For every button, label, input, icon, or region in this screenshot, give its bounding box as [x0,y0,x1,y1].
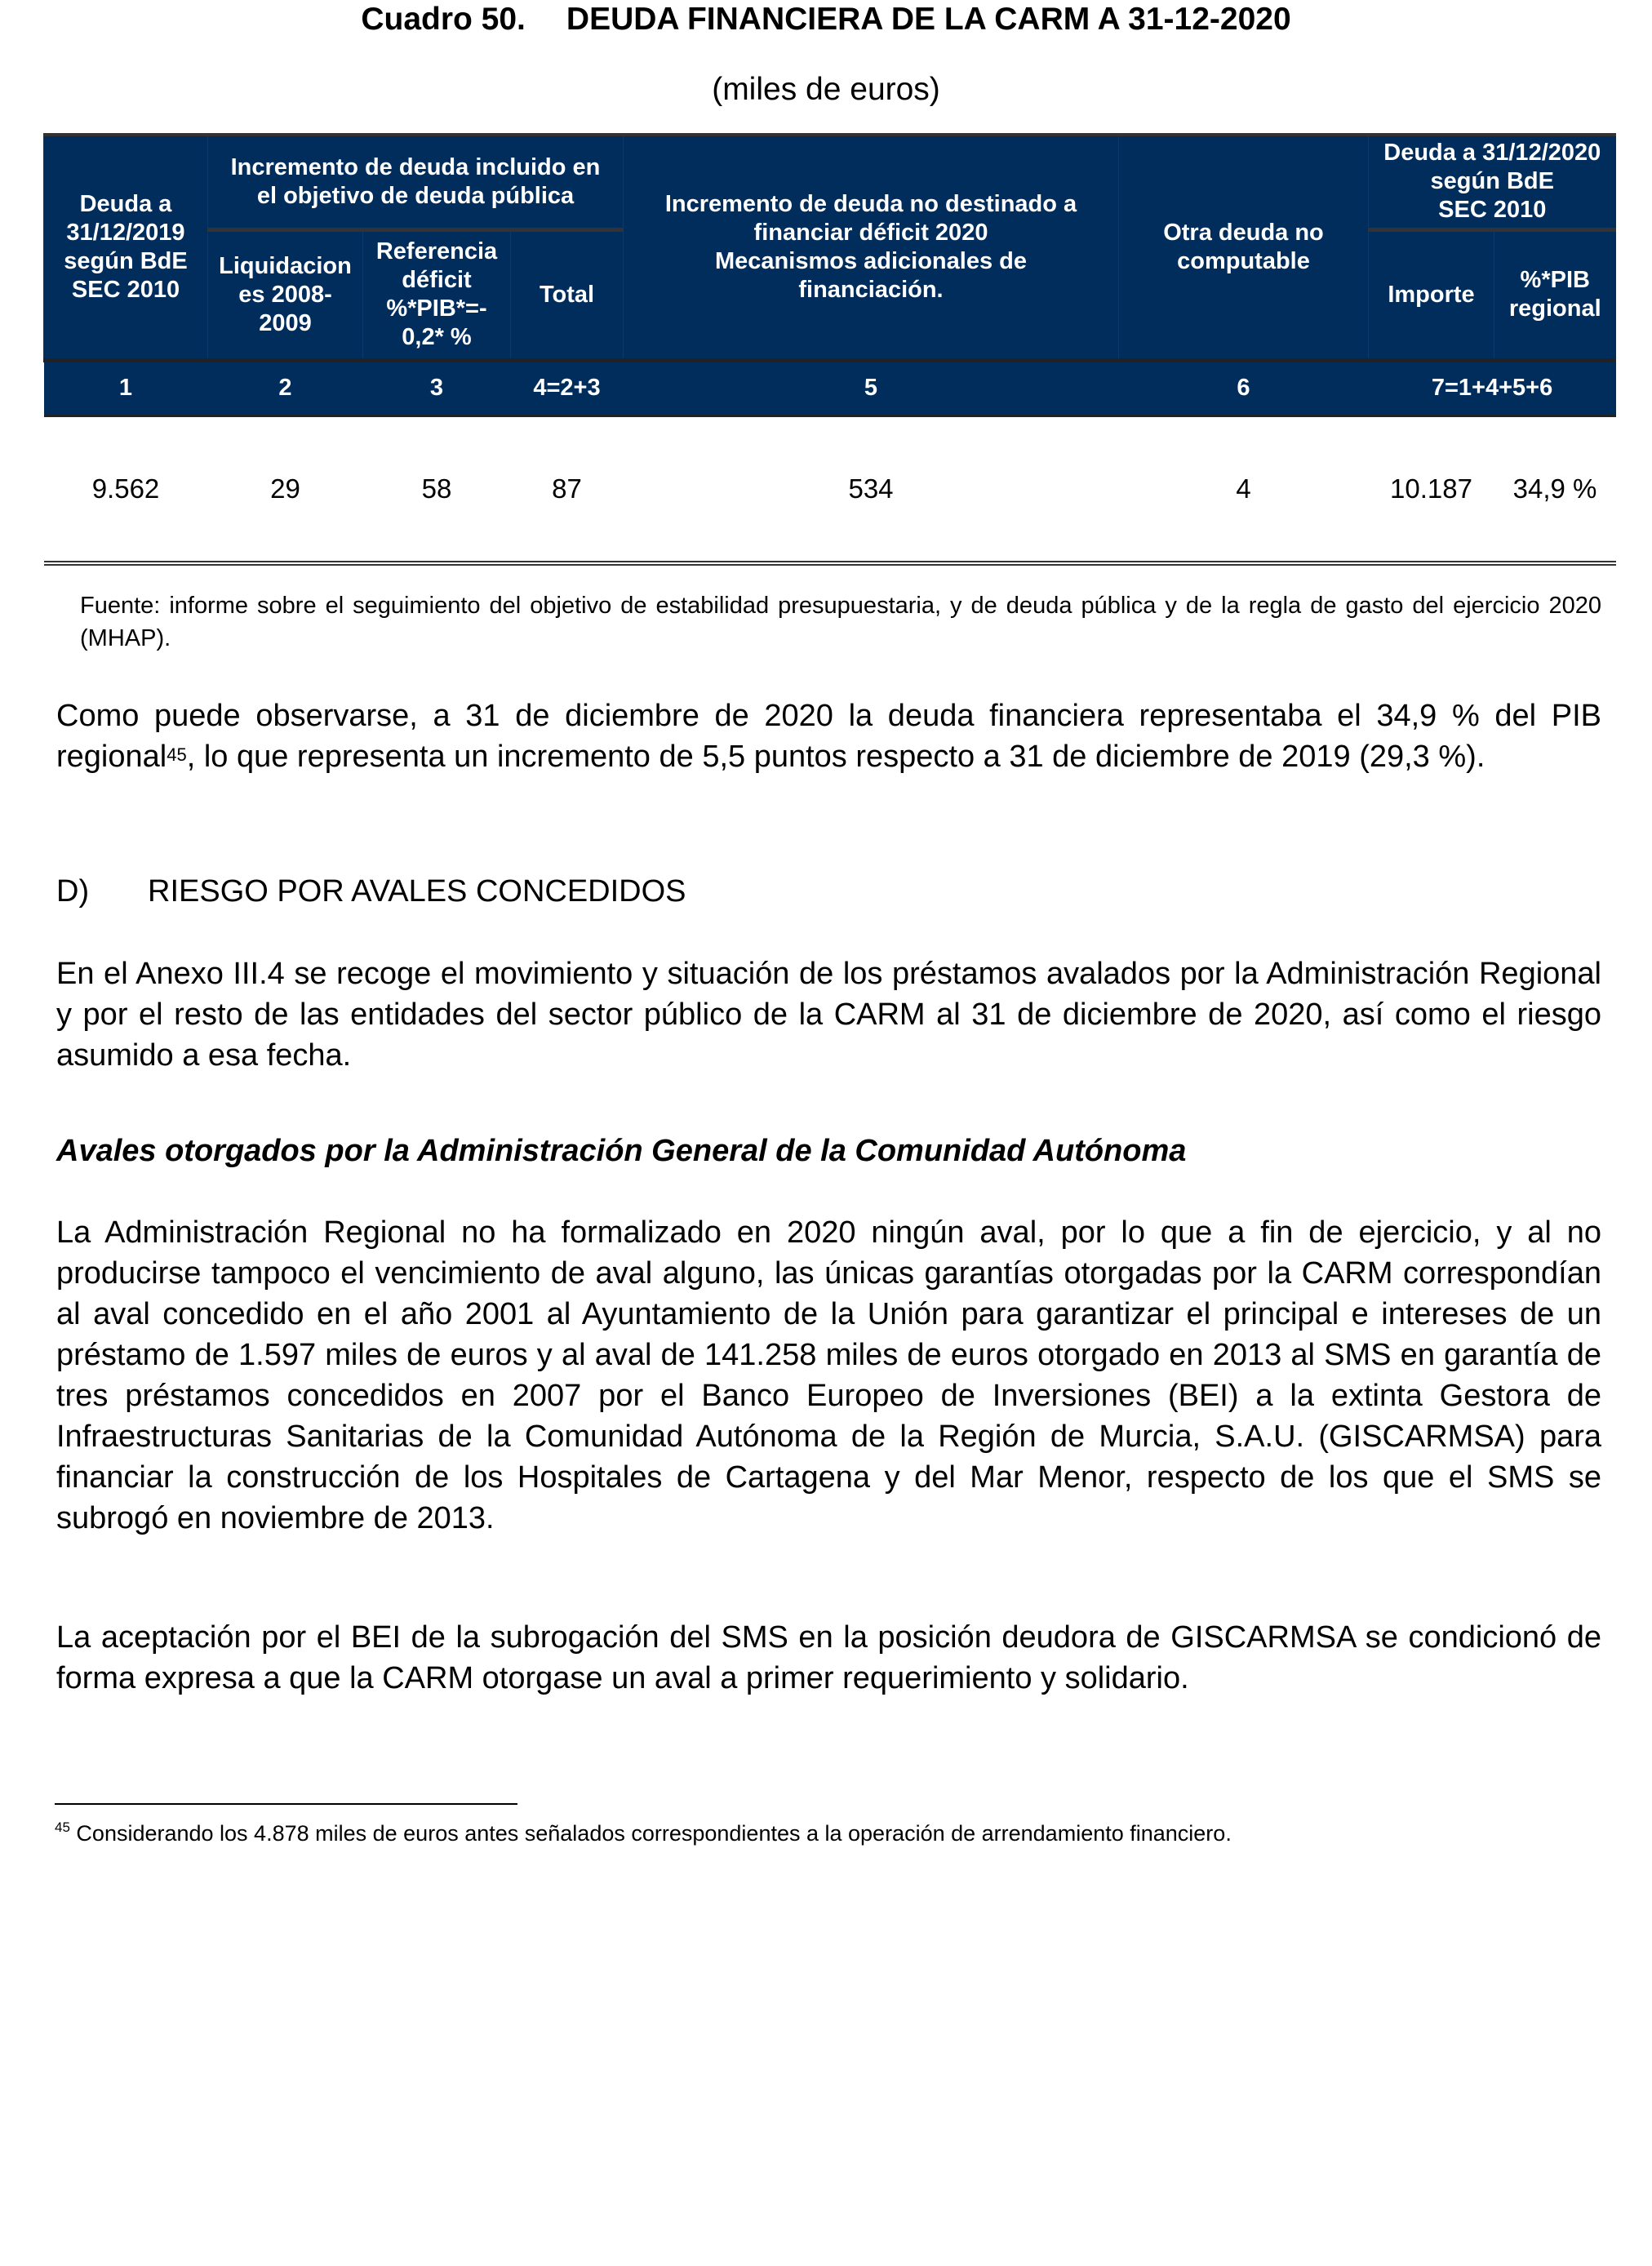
footnote-ref[interactable]: 45 [167,744,187,765]
col-number: 2 [208,360,363,415]
section-heading: D) RIESGO POR AVALES CONCEDIDOS [56,874,686,909]
col-number: 3 [363,360,511,415]
cell-value: 4 [1119,415,1369,563]
header-liquidaciones: Liquidacion es 2008- 2009 [208,229,363,360]
subsection-heading: Avales otorgados por la Administración General de la Comunidad Autónoma [56,1134,1187,1168]
paragraph-4: La aceptación por el BEI de la subrogación del SMS en la posición deudora de GISCARMSA se condicionó de forma expresa a que la CARM otorgase un aval a primer requerimiento y solidario. [56,1620,1601,1695]
header-total: Total [511,229,624,360]
paragraph-1: Como puede observarse, a 31 de diciembre de 2020 la deuda financiera representaba el 34,9 % del PIB regional$^{45}$, lo que representa un incremento de 5,5 puntos respecto a 31 de diciembre de 2019 (29,3 %). [56,699,1601,774]
cell-value: 9.562 [44,415,208,563]
header-other-debt: Otra deuda no computable [1119,135,1369,360]
cell-value: 34,9 % [1494,415,1616,563]
header-importe: Importe [1369,229,1494,360]
cell-value: 534 [624,415,1119,563]
table-units: (miles de euros) [712,72,940,107]
cell-value: 10.187 [1369,415,1494,563]
header-debt-2019: Deuda a 31/12/2019 según BdE SEC 2010 [44,135,208,360]
table-caption: Cuadro 50. DEUDA FINANCIERA DE LA CARM A 31-12-2020 [361,2,1291,37]
header-additional-mechanisms: Incremento de deuda no destinado a financiar déficit 2020 Mecanismos adicionales de financiación. [624,135,1119,360]
table-row [44,415,1616,563]
cell-value: 58 [363,415,511,563]
footnote-separator [55,1803,517,1805]
col-number: 4=2+3 [511,360,624,415]
debt-table [43,133,1616,566]
col-number: 5 [624,360,1119,415]
col-number: 1 [44,360,208,415]
paragraph-3: La Administración Regional no ha formalizado en 2020 ningún aval, por lo que a fin de ejercicio, y al no producirse tampoco el vencimiento de aval alguno, las únicas garantías otorgadas por la CARM correspondían al aval concedido en el año 2001 al Ayuntamiento de la Unión para garantizar el principal e intereses de un préstamo de 1.597 miles de euros y al aval de 141.258 miles de euros otorgado en 2013 al SMS en garantía de tres préstamos concedidos en 2007 por el Banco Europeo de Inversiones (BEI) a la extinta Gestora de Infraestructuras Sanitarias de la Comunidad Autónoma de la Región de Murcia, S.A.U. (GISCARMSA) para financiar la construcción de los Hospitales de Cartagena y del Mar Menor, respecto de los que el SMS se subrogó en noviembre de 2013. [56,1215,1601,1535]
footnote: $^{45}$ Considerando los 4.878 miles de euros antes señalados correspondientes a la operación de arrendamiento financiero. [55,1819,1232,1846]
col-number: 6 [1119,360,1369,415]
paragraph-2: En el Anexo III.4 se recoge el movimiento y situación de los préstamos avalados por la Administración Regional y por el resto de las entidades del sector público de la CARM al 31 de diciembre de 2020, así como el riesgo asumido a esa fecha. [56,957,1601,1073]
cell-value: 87 [511,415,624,563]
header-group-included: Incremento de deuda incluido en el objetivo de deuda pública [208,135,624,229]
col-number: 7=1+4+5+6 [1369,360,1616,415]
cell-value: 29 [208,415,363,563]
header-group-debt-2020: Deuda a 31/12/2020 según BdE SEC 2010 [1369,135,1616,229]
table-source: Fuente: informe sobre el seguimiento del objetivo de estabilidad presupuestaria, y de deuda pública y de la regla de gasto del ejercicio 2020 (MHAP). [80,593,1601,651]
header-pib-regional: %*PIB regional [1494,229,1616,360]
header-referencia-deficit: Referencia déficit %*PIB*=- 0,2* % [363,229,511,360]
